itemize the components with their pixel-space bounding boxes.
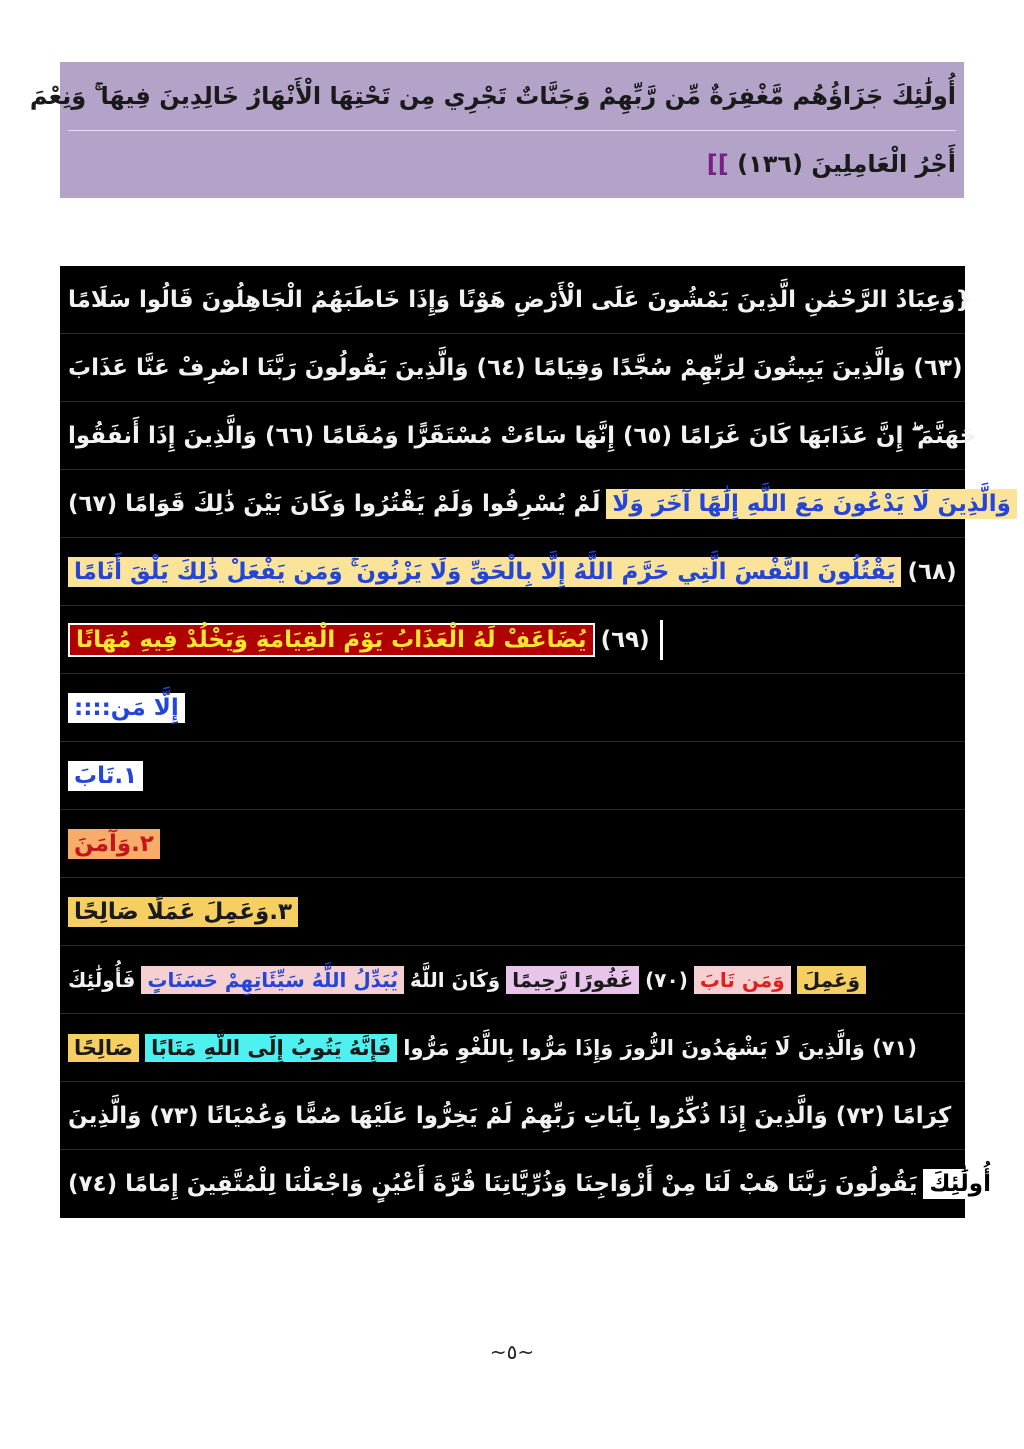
verse-text: (٦٣) وَالَّذِينَ يَبِيتُونَ لِرَبِّهِمْ سُجَّدًا وَقِيَامًا (٦٤) وَالَّذِينَ يَقُولُونَ رَبَّنَا اصْرِفْ عَنَّا عَذَابَ (68, 354, 963, 381)
verse-row-9 (60, 810, 965, 878)
verse-row-7 (60, 674, 965, 742)
verse-number: (٦٩) (600, 626, 650, 653)
verse-row-8 (60, 742, 965, 810)
verse-number: (١٣٦) (737, 150, 803, 178)
verse-text: يَقُولُونَ رَبَّنَا هَبْ لَنَا مِنْ أَزْوَاجِنَا وَذُرِّيَّاتِنَا قُرَّةَ أَعْيُنٍ وَاجْعَلْنَا لِلْمُتَّقِينَ إِمَامًا (٧٤) (68, 1171, 918, 1197)
highlight-pink: يُبَدِّلُ اللَّهُ سَيِّئَاتِهِمْ حَسَنَاتٍ (141, 966, 404, 994)
highlight-gold: صَالِحًا (68, 1034, 139, 1062)
condition-3: ٣.وَعَمِلَ عَمَلًا صَالِحًا (68, 897, 298, 927)
top-verse-text: أَجْرُ الْعَامِلِينَ (811, 150, 956, 178)
highlight-cyan: فَإِنَّهُ يَتُوبُ إِلَى اللَّهِ مَتَابًا (145, 1034, 397, 1062)
verse-row-5 (60, 538, 965, 606)
verse-text: {وَعِبَادُ الرَّحْمَٰنِ الَّذِينَ يَمْشُونَ عَلَى الْأَرْضِ هَوْنًا وَإِذَا خَاطَبَهُمُ الْجَاهِلُونَ قَالُوا سَلَامًا (68, 286, 972, 313)
highlight-yellow: وَالَّذِينَ لَا يَدْعُونَ مَعَ اللَّهِ إِلَٰهًا آخَرَ وَلَا (606, 489, 1017, 519)
verse-number: (٧٠) (645, 967, 688, 992)
text-cursor (660, 620, 663, 660)
condition-2: ٢.وَآمَنَ (68, 829, 160, 859)
verse-row-6 (60, 606, 965, 674)
highlight-gold: وَعَمِلَ (797, 966, 866, 994)
highlight-pink-red: وَمَن تَابَ (694, 966, 791, 994)
highlight-white: أُولَٰئِكَ (923, 1169, 997, 1199)
highlight-yellow: يَقْتُلُونَ النَّفْسَ الَّتِي حَرَّمَ اللَّهُ إِلَّا بِالْحَقِّ وَلَا يَزْنُونَ ۚ وَمَن يَفْعَلْ ذَٰلِكَ يَلْقَ أَثَامًا (68, 557, 901, 587)
page-number: ~٥~ (489, 1340, 535, 1364)
verse-text: جَهَنَّمَ ۖ إِنَّ عَذَابَهَا كَانَ غَرَامًا (٦٥) إِنَّهَا سَاءَتْ مُسْتَقَرًّا وَمُقَامًا (٦٦) وَالَّذِينَ إِذَا أَنفَقُوا (68, 422, 977, 449)
verse-text: لَمْ يُسْرِفُوا وَلَمْ يَقْتُرُوا وَكَانَ بَيْنَ ذَٰلِكَ قَوَامًا (٦٧) (68, 490, 601, 517)
highlight-white: إِلَّا مَن:::: (68, 693, 185, 723)
top-verse-line-2 (68, 130, 956, 198)
verse-row-11 (60, 946, 965, 1014)
verse-row-13 (60, 1082, 965, 1150)
verse-row-14 (60, 1150, 991, 1218)
verse-text: كِرَامًا (٧٢) وَالَّذِينَ إِذَا ذُكِّرُوا بِآيَاتِ رَبِّهِمْ لَمْ يَخِرُّوا عَلَيْهَا صُمًّا وَعُمْيَانًا (٧٣) وَالَّذِينَ (68, 1102, 952, 1129)
verse-row-3 (60, 402, 977, 470)
top-verse-box (29, 62, 964, 198)
verse-row-2 (60, 334, 965, 402)
verse-row-1 (60, 266, 972, 334)
verse-text: فَأُولَٰئِكَ (68, 967, 136, 992)
highlight-red: يُضَاعَفْ لَهُ الْعَذَابُ يَوْمَ الْقِيَامَةِ وَيَخْلُدْ فِيهِ مُهَانًا (68, 623, 595, 657)
condition-1: ١.تَابَ (68, 761, 143, 791)
verses-panel (60, 266, 1011, 1218)
highlight-lilac: غَفُورًا رَّحِيمًا (506, 966, 639, 994)
closing-bracket: ]] (706, 150, 729, 178)
verse-text: (٧١) وَالَّذِينَ لَا يَشْهَدُونَ الزُّورَ وَإِذَا مَرُّوا بِاللَّغْوِ مَرُّوا (403, 1035, 917, 1060)
verse-row-12 (60, 1014, 965, 1082)
top-verse-line-1: أُولَٰئِكَ جَزَاؤُهُم مَّغْفِرَةٌ مِّن رَّبِّهِمْ وَجَنَّاتٌ تَجْرِي مِن تَحْتِهَا الْأَنْهَارُ خَالِدِينَ فِيهَا ۚ وَنِعْمَ (68, 62, 956, 131)
verse-row-4 (60, 470, 1011, 538)
verse-number: (٦٨) (907, 558, 957, 585)
verse-row-10 (60, 878, 965, 946)
verse-text: وَكَانَ اللَّهُ (409, 967, 501, 992)
